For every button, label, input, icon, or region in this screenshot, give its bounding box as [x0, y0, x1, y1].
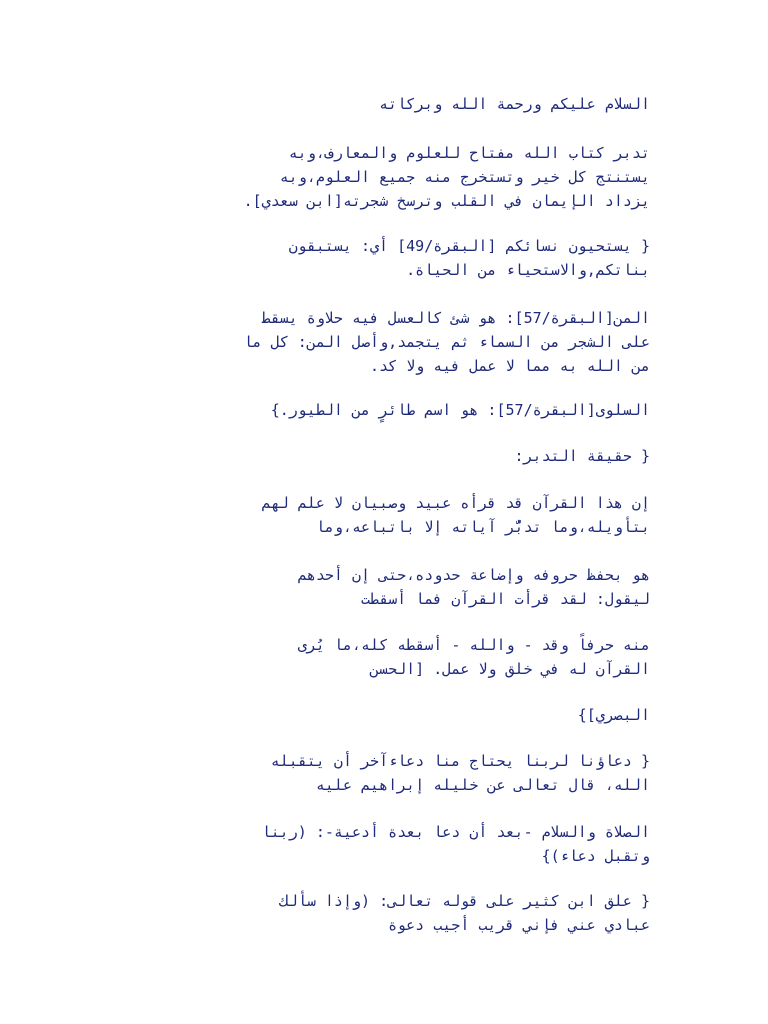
text-line: السلوى[البقرة/57]: هو اسم طائرٍ من الطيور.} — [270, 401, 650, 419]
text-line: وتقبل دعاء)} — [541, 847, 650, 865]
paragraph — [110, 633, 650, 681]
text-line: تدبر كتاب الله مفتاح للعلوم والمعارف،وبه — [288, 144, 650, 162]
paragraph — [110, 703, 650, 727]
paragraph — [110, 749, 650, 797]
text-line: يستنتج كل خير وتستخرج منه جميع العلوم،وبه — [279, 168, 650, 186]
paragraph — [110, 820, 650, 868]
text-line: { يستحيون نسائكم [البقرة/49] أي: يستبقون — [288, 237, 650, 255]
text-line: إن هذا القرآن قد قرأه عبيد وصبيان لا علم لهم — [261, 494, 650, 512]
paragraph — [110, 444, 650, 468]
text-line: البصري]} — [577, 706, 650, 724]
text-line: الله، قال تعالى عن خليله إبراهيم عليه — [315, 776, 650, 794]
text-line: على الشجر من السماء ثم يتجمد,وأصل المن: كل ما — [243, 333, 650, 351]
paragraph — [110, 234, 650, 282]
text-line: { علق ابن كثير على قوله تعالى: (وإذا سألك — [279, 892, 650, 910]
text-line: الصلاة والسلام -بعد أن دعا بعدة أدعية-: (ربنا — [261, 823, 650, 841]
paragraph — [110, 563, 650, 611]
text-line: { حقيقة التدبر: — [514, 447, 650, 465]
paragraph — [110, 92, 650, 116]
text-line: المن[البقرة/57]: هو شئ كالعسل فيه حلاوة يسقط — [261, 309, 650, 327]
text-line: السلام عليكم ورحمة الله وبركاته — [379, 95, 650, 113]
text-line: بتأويله،وما تدبُّر آياته إلا باتباعه،وما — [315, 518, 650, 536]
text-line: عبادي عني فإني قريب أجيب دعوة — [388, 916, 650, 934]
text-line: من الله به مما لا عمل فيه ولا كد. — [370, 357, 650, 375]
text-line: بناتكم,والاستحياء من الحياة. — [406, 261, 650, 279]
paragraph — [110, 398, 650, 422]
text-line: يزداد الإيمان في القلب وترسخ شجرته[ابن سعدي]. — [243, 192, 650, 210]
paragraph — [110, 141, 650, 213]
text-line: منه حرفاً وقد - والله - أسقطه كله،ما يُرى — [297, 636, 650, 654]
text-line: { دعاؤنا لربنا يحتاج منا دعاءآخر أن يتقبله — [270, 752, 650, 770]
text-line: هو بحفظ حروفه وإضاعة حدوده،حتى إن أحدهم — [297, 566, 650, 584]
paragraph — [110, 306, 650, 378]
paragraph — [110, 491, 650, 539]
text-line: ليقول: لقد قرأت القرآن فما أسقطت — [361, 590, 650, 608]
paragraph — [110, 889, 650, 937]
text-line: القرآن له في خلق ولا عمل. [الحسن — [370, 660, 650, 678]
